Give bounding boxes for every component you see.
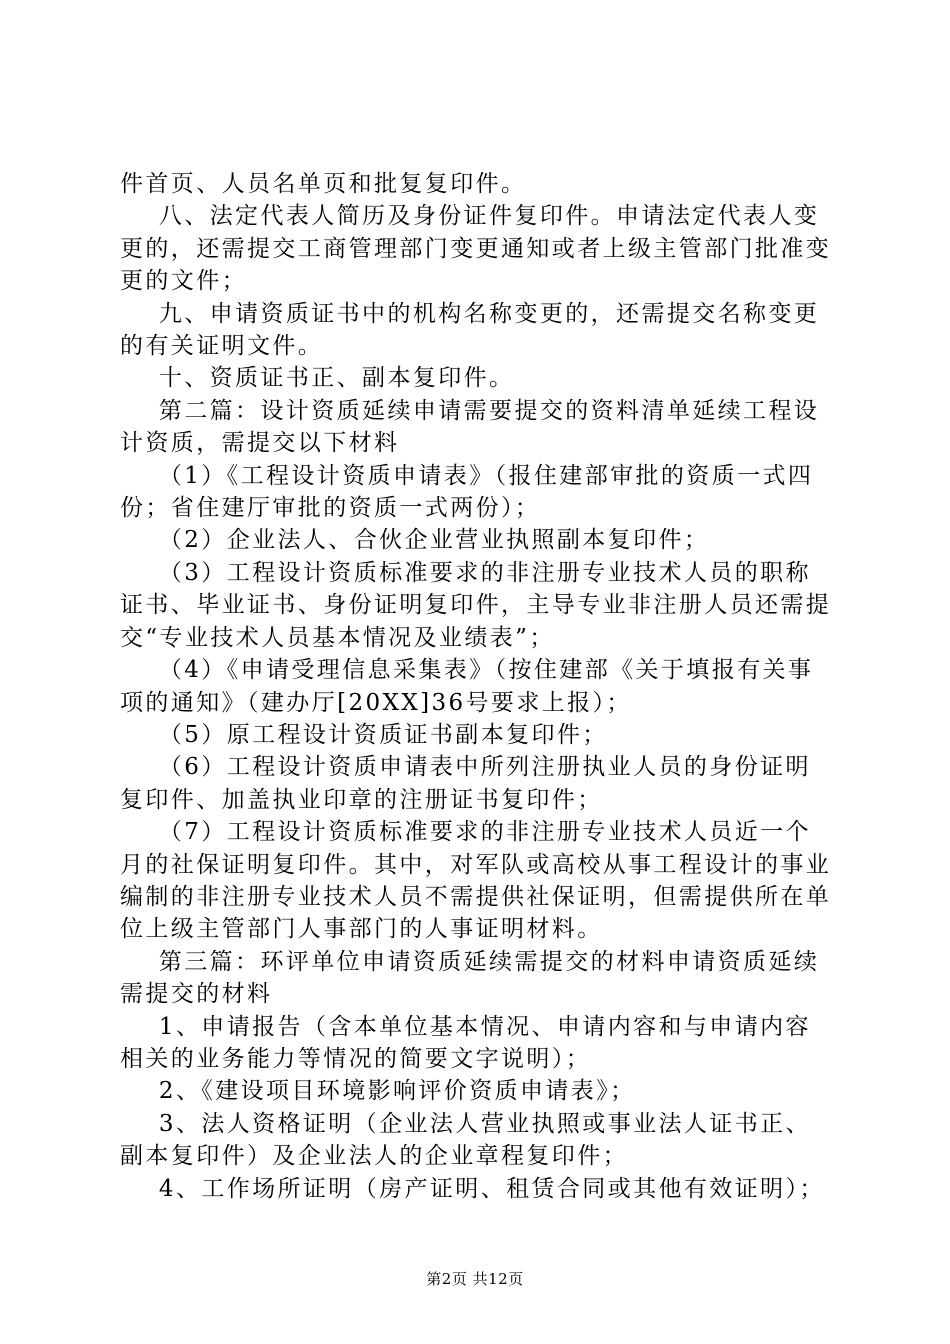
paragraph: 3、法人资格证明（企业法人营业执照或事业法人证书正、副本复印件）及企业法人的企业章程复印件； xyxy=(120,1110,811,1170)
paragraph: 十、资质证书正、副本复印件。 xyxy=(120,365,515,392)
paragraph: 九、申请资质证书中的机构名称变更的，还需提交名称变更的有关证明文件。 xyxy=(120,300,820,360)
paragraph: （5）原工程设计资质证书副本复印件； xyxy=(120,721,608,748)
paragraph: （2）企业法人、合伙企业营业执照副本复印件； xyxy=(120,527,710,554)
section-heading-paragraph: 第三篇：环评单位申请资质延续需提交的材料申请资质延续需提交的材料 xyxy=(120,948,820,1008)
section-heading-paragraph: 第二篇：设计资质延续申请需要提交的资料清单延续工程设计资质，需提交以下材料 xyxy=(120,397,820,457)
paragraph: （6）工程设计资质申请表中所列注册执业人员的身份证明复印件、加盖执业印章的注册证书复印件； xyxy=(120,754,811,813)
paragraph: 1、申请报告（含本单位基本情况、申请内容和与申请内容相关的业务能力等情况的简要文字说明）； xyxy=(120,1013,811,1072)
paragraph: 4、工作场所证明（房产证明、租赁合同或其他有效证明）； xyxy=(120,1175,825,1202)
page-number-footer: 第2页 共12页 xyxy=(426,1270,524,1288)
paragraph: 八、法定代表人简历及身份证件复印件。申请法定代表人变更的，还需提交工商管理部门变更通知或者上级主管部门批准变更的文件； xyxy=(120,203,832,295)
paragraph: （4）《申请受理信息采集表》（按住建部《关于填报有关事项的通知》（建办厅[20XX]36号要求上报）； xyxy=(120,657,814,716)
paragraph: 件首页、人员名单页和批复复印件。 xyxy=(120,171,527,197)
paragraph: （1）《工程设计资质申请表》（报住建部审批的资质一式四份；省住建厅审批的资质一式两份）； xyxy=(120,462,814,522)
paragraph: （3）工程设计资质标准要求的非注册专业技术人员的职称证书、毕业证书、身份证明复印件，主导专业非注册人员还需提交“专业技术人员基本情况及业绩表”； xyxy=(120,559,832,651)
paragraph: 2、《建设项目环境影响评价资质申请表》； xyxy=(120,1078,636,1105)
paragraph: （7）工程设计资质标准要求的非注册专业技术人员近一个月的社保证明复印件。其中，对军队或高校从事工程设计的事业编制的非注册专业技术人员不需提供社保证明，但需提供所在单位上级主管部门人事部门的人事证明材料。 xyxy=(120,819,832,943)
document-body xyxy=(120,168,832,1205)
